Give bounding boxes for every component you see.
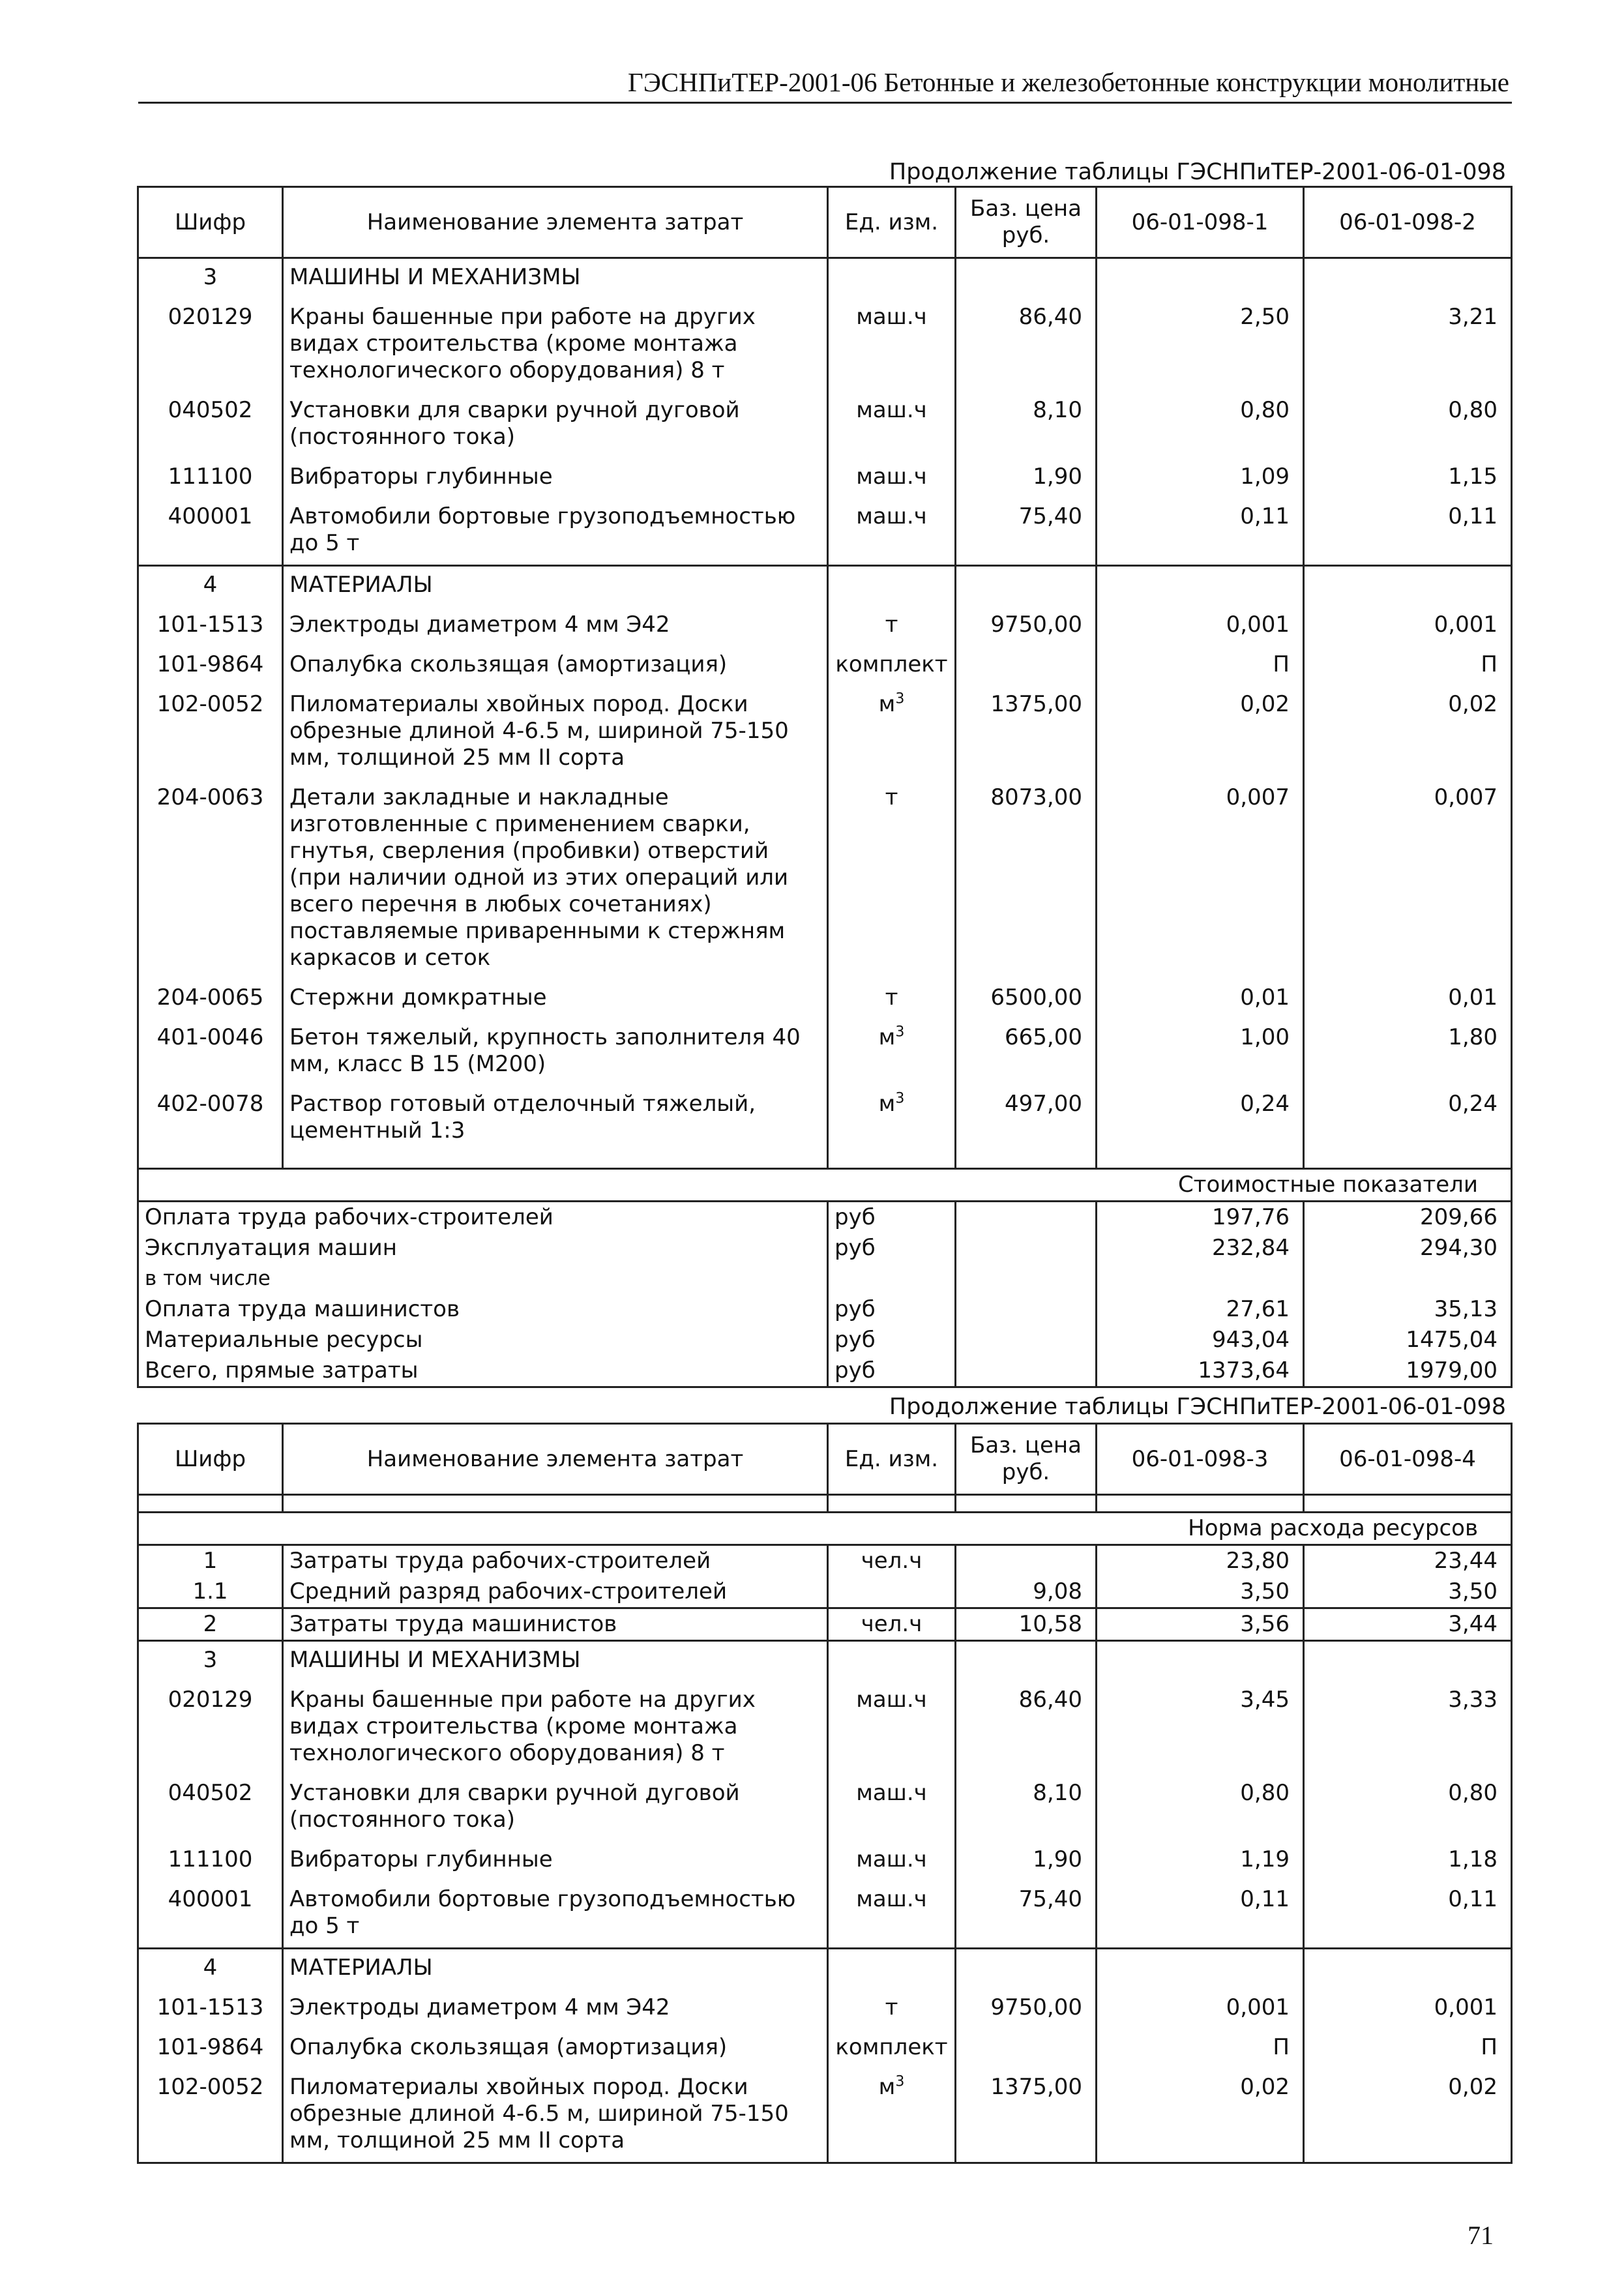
resource-code: 111100 bbox=[138, 1841, 283, 1881]
empty-cell bbox=[1097, 566, 1304, 607]
empty-cell bbox=[1097, 1152, 1304, 1169]
resource-name: Средний разряд рабочих-строителей bbox=[283, 1576, 828, 1608]
resource-code: 020129 bbox=[138, 299, 283, 392]
empty-cell bbox=[828, 1949, 956, 1990]
resource-code: 040502 bbox=[138, 1775, 283, 1841]
empty-cell bbox=[283, 1152, 828, 1169]
cost-row bbox=[138, 1294, 1512, 1325]
resource-name: Установки для сварки ручной дуговой (постоянного тока) bbox=[283, 392, 828, 458]
resource-code: 204-0065 bbox=[138, 979, 283, 1019]
resource-unit bbox=[828, 606, 956, 646]
norm-value-b: 3,33 bbox=[1304, 1681, 1512, 1775]
resource-unit bbox=[828, 498, 956, 566]
resource-name: Пиломатериалы хвойных пород. Доски обрезные длиной 4-6.5 м, шириной 75-150 мм, толщиной 25 мм II сорта bbox=[283, 2069, 828, 2163]
cost-row bbox=[138, 1355, 1512, 1387]
header-rule bbox=[138, 102, 1512, 104]
resource-name: Автомобили бортовые грузоподъемностью до 5 т bbox=[283, 498, 828, 566]
table-row bbox=[138, 979, 1512, 1019]
norm-value-b: 0,01 bbox=[1304, 979, 1512, 1019]
table-row bbox=[138, 2069, 1512, 2163]
resource-unit bbox=[828, 1086, 956, 1152]
empty-cell bbox=[1304, 566, 1512, 607]
table-row bbox=[138, 1019, 1512, 1086]
cost-value-b: 294,30 bbox=[1304, 1233, 1512, 1264]
base-price: 497,00 bbox=[956, 1086, 1097, 1152]
resource-unit: чел.ч bbox=[828, 1545, 956, 1577]
resource-code: 102-0052 bbox=[138, 2069, 283, 2163]
empty-cell bbox=[138, 1152, 283, 1169]
empty-cell bbox=[1304, 258, 1512, 299]
empty-cell bbox=[956, 1641, 1097, 1682]
section-title: МАШИНЫ И МЕХАНИЗМЫ bbox=[283, 258, 828, 299]
table-row bbox=[138, 606, 1512, 646]
cost-header-row bbox=[138, 1169, 1512, 1202]
unit-text: комплект bbox=[835, 651, 948, 677]
empty-cell bbox=[1304, 1641, 1512, 1682]
resource-unit: чел.ч bbox=[828, 1608, 956, 1641]
resource-name: Электроды диаметром 4 мм Э42 bbox=[283, 606, 828, 646]
resource-unit bbox=[828, 1881, 956, 1949]
resource-unit bbox=[828, 392, 956, 458]
section-row bbox=[138, 1641, 1512, 1682]
norm-value-a: 0,001 bbox=[1097, 1989, 1304, 2029]
resource-unit bbox=[828, 1841, 956, 1881]
resource-code: 402-0078 bbox=[138, 1086, 283, 1152]
resource-code: 2 bbox=[138, 1608, 283, 1641]
resource-unit bbox=[828, 299, 956, 392]
norm-value-b: П bbox=[1304, 2029, 1512, 2069]
norm-value-a: 0,01 bbox=[1097, 979, 1304, 1019]
table-row bbox=[138, 686, 1512, 779]
col-header-price: Баз. цена руб. bbox=[956, 187, 1097, 258]
col-header-name: Наименование элемента затрат bbox=[283, 187, 828, 258]
empty-cell bbox=[1097, 1641, 1304, 1682]
col-header-unit: Ед. изм. bbox=[828, 187, 956, 258]
resource-unit bbox=[828, 646, 956, 686]
norm-value-b: 3,21 bbox=[1304, 299, 1512, 392]
table-row bbox=[138, 1681, 1512, 1775]
unit-text: маш.ч bbox=[856, 464, 927, 490]
cost-unit: руб bbox=[828, 1355, 956, 1387]
unit-text: маш.ч bbox=[856, 1687, 927, 1713]
col-header-name: Наименование элемента затрат bbox=[283, 1424, 828, 1495]
empty-cell bbox=[1304, 1495, 1512, 1513]
resource-unit bbox=[828, 1681, 956, 1775]
norm-value-a: 0,24 bbox=[1097, 1086, 1304, 1152]
cost-unit: руб bbox=[828, 1325, 956, 1355]
norm-value-a: П bbox=[1097, 2029, 1304, 2069]
resource-name: Краны башенные при работе на других видах строительства (кроме монтажа технологического оборудования) 8 т bbox=[283, 1681, 828, 1775]
base-price: 8073,00 bbox=[956, 779, 1097, 979]
resource-code: 204-0063 bbox=[138, 779, 283, 979]
spacer-row bbox=[138, 1152, 1512, 1169]
spacer-row bbox=[138, 1495, 1512, 1513]
norm-value-a: 0,11 bbox=[1097, 498, 1304, 566]
resource-unit bbox=[828, 979, 956, 1019]
base-price: 6500,00 bbox=[956, 979, 1097, 1019]
page-number: 71 bbox=[1468, 2221, 1494, 2250]
empty-cell bbox=[956, 1294, 1097, 1325]
resource-name: Раствор готовый отделочный тяжелый, цементный 1:3 bbox=[283, 1086, 828, 1152]
norm-value-b: 0,02 bbox=[1304, 2069, 1512, 2163]
empty-cell bbox=[1304, 1152, 1512, 1169]
norm-value-a: 1,19 bbox=[1097, 1841, 1304, 1881]
cost-row bbox=[138, 1264, 1512, 1294]
empty-cell bbox=[828, 1152, 956, 1169]
cost-value-a: 197,76 bbox=[1097, 1202, 1304, 1234]
base-price bbox=[956, 1545, 1097, 1577]
norm-value-b: 1,15 bbox=[1304, 458, 1512, 498]
resource-name: Электроды диаметром 4 мм Э42 bbox=[283, 1989, 828, 2029]
cost-value-b: 35,13 bbox=[1304, 1294, 1512, 1325]
empty-cell bbox=[1097, 1495, 1304, 1513]
empty-cell bbox=[956, 1495, 1097, 1513]
unit-text: маш.ч bbox=[856, 1780, 927, 1806]
col-header-b: 06-01-098-2 bbox=[1304, 187, 1512, 258]
cost-value-a bbox=[1097, 1264, 1304, 1294]
base-price: 1375,00 bbox=[956, 686, 1097, 779]
norm-value-a: 0,02 bbox=[1097, 2069, 1304, 2163]
cost-label: Эксплуатация машин bbox=[138, 1233, 828, 1264]
resource-name: Затраты труда машинистов bbox=[283, 1608, 828, 1641]
section-code: 4 bbox=[138, 1949, 283, 1990]
unit-text: м bbox=[878, 1091, 896, 1117]
empty-cell bbox=[828, 258, 956, 299]
norm-value-a: 0,007 bbox=[1097, 779, 1304, 979]
norm-value-b: 0,11 bbox=[1304, 1881, 1512, 1949]
resource-unit bbox=[828, 2069, 956, 2163]
unit-superscript: 3 bbox=[895, 2073, 905, 2090]
norm-value-b: 0,24 bbox=[1304, 1086, 1512, 1152]
labor-row bbox=[138, 1608, 1512, 1641]
norm-value-a: 0,02 bbox=[1097, 686, 1304, 779]
col-header-price: Баз. цена руб. bbox=[956, 1424, 1097, 1495]
cost-label: Оплата труда машинистов bbox=[138, 1294, 828, 1325]
resource-code: 020129 bbox=[138, 1681, 283, 1775]
empty-cell bbox=[956, 566, 1097, 607]
resource-table-1 bbox=[137, 186, 1513, 1388]
norm-value-b: П bbox=[1304, 646, 1512, 686]
table-row bbox=[138, 1881, 1512, 1949]
running-header: ГЭСНПиТЕР-2001-06 Бетонные и железобетонные конструкции монолитные bbox=[628, 67, 1509, 97]
resource-name: Краны башенные при работе на других видах строительства (кроме монтажа технологического оборудования) 8 т bbox=[283, 299, 828, 392]
base-price: 10,58 bbox=[956, 1608, 1097, 1641]
table-row bbox=[138, 458, 1512, 498]
base-price: 9750,00 bbox=[956, 1989, 1097, 2029]
table-row bbox=[138, 2029, 1512, 2069]
cost-label: Оплата труда рабочих-строителей bbox=[138, 1202, 828, 1234]
empty-cell bbox=[828, 1495, 956, 1513]
unit-text: маш.ч bbox=[856, 397, 927, 423]
section-row bbox=[138, 1949, 1512, 1990]
table-row bbox=[138, 1989, 1512, 2029]
resource-code: 1.1 bbox=[138, 1576, 283, 1608]
base-price: 1,90 bbox=[956, 458, 1097, 498]
table-row bbox=[138, 1086, 1512, 1152]
unit-text: маш.ч bbox=[856, 1886, 927, 1912]
base-price: 86,40 bbox=[956, 1681, 1097, 1775]
resource-code: 111100 bbox=[138, 458, 283, 498]
unit-superscript: 3 bbox=[895, 1090, 905, 1107]
resource-unit bbox=[828, 2029, 956, 2069]
resource-code: 101-1513 bbox=[138, 1989, 283, 2029]
col-header-unit: Ед. изм. bbox=[828, 1424, 956, 1495]
norm-value-b: 3,50 bbox=[1304, 1576, 1512, 1608]
norm-value-a: 1,09 bbox=[1097, 458, 1304, 498]
cost-value-b: 1979,00 bbox=[1304, 1355, 1512, 1387]
resource-name: Детали закладные и накладные изготовленные с применением сварки, гнутья, сверления (пробивки) отверстий (при наличии одной из этих операций или всего перечня в любых сочетаниях) поставляемые приваренными к стержням каркасов и сеток bbox=[283, 779, 828, 979]
resource-unit bbox=[828, 458, 956, 498]
cost-header: Стоимостные показатели bbox=[138, 1169, 1512, 1202]
empty-cell bbox=[956, 258, 1097, 299]
empty-cell bbox=[1097, 1949, 1304, 1990]
unit-text: комплект bbox=[835, 2034, 948, 2060]
cost-value-a: 27,61 bbox=[1097, 1294, 1304, 1325]
norm-value-a: 2,50 bbox=[1097, 299, 1304, 392]
table-row bbox=[138, 498, 1512, 566]
base-price: 1,90 bbox=[956, 1841, 1097, 1881]
cost-label: в том числе bbox=[138, 1264, 828, 1294]
norm-value-b: 0,001 bbox=[1304, 1989, 1512, 2029]
base-price: 9750,00 bbox=[956, 606, 1097, 646]
resource-name: Установки для сварки ручной дуговой (постоянного тока) bbox=[283, 1775, 828, 1841]
resource-unit bbox=[828, 686, 956, 779]
norm-value-b: 1,18 bbox=[1304, 1841, 1512, 1881]
resource-unit bbox=[828, 1576, 956, 1608]
unit-text: маш.ч bbox=[856, 503, 927, 529]
resource-unit bbox=[828, 1775, 956, 1841]
norm-value-b: 3,44 bbox=[1304, 1608, 1512, 1641]
cost-value-a: 1373,64 bbox=[1097, 1355, 1304, 1387]
unit-text: т bbox=[885, 784, 898, 810]
empty-cell bbox=[828, 1641, 956, 1682]
cost-value-a: 943,04 bbox=[1097, 1325, 1304, 1355]
section-row bbox=[138, 258, 1512, 299]
table2-caption: Продолжение таблицы ГЭСНПиТЕР-2001-06-01-098 bbox=[889, 1394, 1506, 1420]
section-code: 4 bbox=[138, 566, 283, 607]
resource-name: Автомобили бортовые грузоподъемностью до 5 т bbox=[283, 1881, 828, 1949]
unit-text: м bbox=[878, 691, 896, 717]
table-row bbox=[138, 646, 1512, 686]
base-price bbox=[956, 646, 1097, 686]
resource-code: 040502 bbox=[138, 392, 283, 458]
table-header-row bbox=[138, 1424, 1512, 1495]
unit-text: т bbox=[885, 984, 898, 1011]
resource-name: Затраты труда рабочих-строителей bbox=[283, 1545, 828, 1577]
base-price bbox=[956, 2029, 1097, 2069]
resource-code: 401-0046 bbox=[138, 1019, 283, 1086]
base-price: 75,40 bbox=[956, 498, 1097, 566]
section-code: 3 bbox=[138, 1641, 283, 1682]
norm-value-a: 3,56 bbox=[1097, 1608, 1304, 1641]
section-title: МАТЕРИАЛЫ bbox=[283, 1949, 828, 1990]
norm-value-a: 23,80 bbox=[1097, 1545, 1304, 1577]
norm-value-b: 0,80 bbox=[1304, 1775, 1512, 1841]
base-price: 1375,00 bbox=[956, 2069, 1097, 2163]
cost-row bbox=[138, 1325, 1512, 1355]
norm-header: Норма расхода ресурсов bbox=[138, 1513, 1512, 1545]
norm-value-b: 0,007 bbox=[1304, 779, 1512, 979]
norm-value-b: 0,001 bbox=[1304, 606, 1512, 646]
empty-cell bbox=[956, 1325, 1097, 1355]
unit-superscript: 3 bbox=[895, 690, 905, 707]
empty-cell bbox=[1304, 1949, 1512, 1990]
unit-text: м bbox=[878, 1024, 896, 1050]
resource-code: 400001 bbox=[138, 498, 283, 566]
resource-name: Пиломатериалы хвойных пород. Доски обрезные длиной 4-6.5 м, шириной 75-150 мм, толщиной 25 мм II сорта bbox=[283, 686, 828, 779]
table-row bbox=[138, 1775, 1512, 1841]
cost-row bbox=[138, 1233, 1512, 1264]
table-row bbox=[138, 299, 1512, 392]
base-price: 8,10 bbox=[956, 392, 1097, 458]
table2-body bbox=[138, 1495, 1512, 2163]
norm-value-a: 1,00 bbox=[1097, 1019, 1304, 1086]
empty-cell bbox=[138, 1495, 283, 1513]
resource-name: Опалубка скользящая (амортизация) bbox=[283, 2029, 828, 2069]
section-row bbox=[138, 566, 1512, 607]
resource-unit bbox=[828, 779, 956, 979]
cost-unit: руб bbox=[828, 1294, 956, 1325]
table-row bbox=[138, 392, 1512, 458]
norm-value-a: 0,11 bbox=[1097, 1881, 1304, 1949]
cost-value-b: 1475,04 bbox=[1304, 1325, 1512, 1355]
section-title: МАТЕРИАЛЫ bbox=[283, 566, 828, 607]
cost-unit: руб bbox=[828, 1233, 956, 1264]
empty-cell bbox=[956, 1949, 1097, 1990]
cost-unit: руб bbox=[828, 1202, 956, 1234]
empty-cell bbox=[1097, 258, 1304, 299]
resource-table-2 bbox=[137, 1423, 1513, 2164]
col-header-b: 06-01-098-4 bbox=[1304, 1424, 1512, 1495]
col-header-a: 06-01-098-3 bbox=[1097, 1424, 1304, 1495]
cost-value-b bbox=[1304, 1264, 1512, 1294]
norm-value-b: 0,11 bbox=[1304, 498, 1512, 566]
norm-value-a: П bbox=[1097, 646, 1304, 686]
cost-label: Всего, прямые затраты bbox=[138, 1355, 828, 1387]
table-header-row bbox=[138, 187, 1512, 258]
empty-cell bbox=[956, 1233, 1097, 1264]
norm-value-a: 3,45 bbox=[1097, 1681, 1304, 1775]
norm-value-a: 0,80 bbox=[1097, 1775, 1304, 1841]
resource-unit bbox=[828, 1019, 956, 1086]
resource-code: 400001 bbox=[138, 1881, 283, 1949]
cost-value-b: 209,66 bbox=[1304, 1202, 1512, 1234]
base-price: 9,08 bbox=[956, 1576, 1097, 1608]
col-header-code: Шифр bbox=[138, 187, 283, 258]
resource-name: Вибраторы глубинные bbox=[283, 1841, 828, 1881]
unit-text: т bbox=[885, 1994, 898, 2020]
empty-cell bbox=[956, 1202, 1097, 1234]
norm-value-b: 0,02 bbox=[1304, 686, 1512, 779]
unit-text: маш.ч bbox=[856, 304, 927, 330]
norm-value-b: 23,44 bbox=[1304, 1545, 1512, 1577]
labor-row bbox=[138, 1576, 1512, 1608]
base-price: 75,40 bbox=[956, 1881, 1097, 1949]
cost-value-a: 232,84 bbox=[1097, 1233, 1304, 1264]
resource-code: 101-1513 bbox=[138, 606, 283, 646]
table1-caption: Продолжение таблицы ГЭСНПиТЕР-2001-06-01-098 bbox=[889, 159, 1506, 185]
resource-name: Опалубка скользящая (амортизация) bbox=[283, 646, 828, 686]
unit-superscript: 3 bbox=[895, 1024, 905, 1041]
norm-value-a: 0,80 bbox=[1097, 392, 1304, 458]
labor-row bbox=[138, 1545, 1512, 1577]
base-price: 8,10 bbox=[956, 1775, 1097, 1841]
resource-code: 1 bbox=[138, 1545, 283, 1577]
norm-value-b: 1,80 bbox=[1304, 1019, 1512, 1086]
resource-code: 101-9864 bbox=[138, 646, 283, 686]
table-row bbox=[138, 779, 1512, 979]
col-header-a: 06-01-098-1 bbox=[1097, 187, 1304, 258]
table-row bbox=[138, 1841, 1512, 1881]
empty-cell bbox=[828, 566, 956, 607]
norm-value-a: 0,001 bbox=[1097, 606, 1304, 646]
table1-body bbox=[138, 258, 1512, 1387]
resource-code: 101-9864 bbox=[138, 2029, 283, 2069]
unit-text: маш.ч bbox=[856, 1846, 927, 1872]
norm-header-row bbox=[138, 1513, 1512, 1545]
empty-cell bbox=[283, 1495, 828, 1513]
resource-name: Бетон тяжелый, крупность заполнителя 40 мм, класс В 15 (М200) bbox=[283, 1019, 828, 1086]
base-price: 86,40 bbox=[956, 299, 1097, 392]
cost-label: Материальные ресурсы bbox=[138, 1325, 828, 1355]
resource-name: Стержни домкратные bbox=[283, 979, 828, 1019]
resource-unit bbox=[828, 1989, 956, 2029]
cost-unit bbox=[828, 1264, 956, 1294]
unit-text: м bbox=[878, 2074, 896, 2100]
empty-cell bbox=[956, 1264, 1097, 1294]
section-code: 3 bbox=[138, 258, 283, 299]
norm-value-b: 0,80 bbox=[1304, 392, 1512, 458]
base-price: 665,00 bbox=[956, 1019, 1097, 1086]
resource-name: Вибраторы глубинные bbox=[283, 458, 828, 498]
resource-code: 102-0052 bbox=[138, 686, 283, 779]
norm-value-a: 3,50 bbox=[1097, 1576, 1304, 1608]
unit-text: т bbox=[885, 612, 898, 638]
empty-cell bbox=[956, 1152, 1097, 1169]
col-header-code: Шифр bbox=[138, 1424, 283, 1495]
cost-row bbox=[138, 1202, 1512, 1234]
empty-cell bbox=[956, 1355, 1097, 1387]
section-title: МАШИНЫ И МЕХАНИЗМЫ bbox=[283, 1641, 828, 1682]
